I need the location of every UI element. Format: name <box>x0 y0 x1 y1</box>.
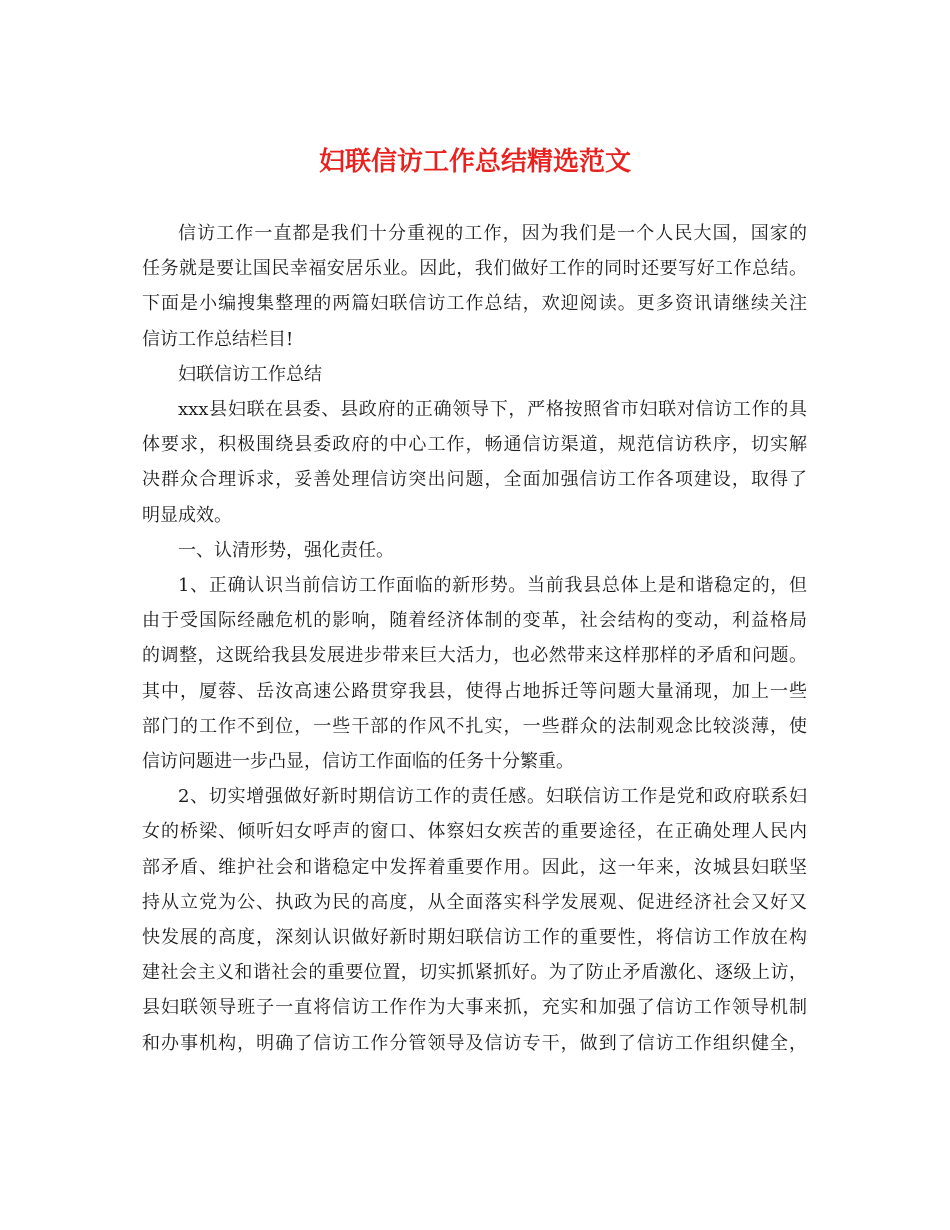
paragraph-line: 体要求，积极围绕县委政府的中心工作，畅通信访渠道，规范信访秩序，切实解 <box>142 434 807 455</box>
paragraph-line: 部矛盾、维护社会和谐稳定中发挥着重要作用。因此，这一年来，汝城县妇联坚 <box>142 857 807 878</box>
paragraph-line: xxx县妇联在县委、县政府的正确领导下，严格按照省市妇联对信访工作的具 <box>178 399 807 420</box>
paragraph-line: 1、正确认识当前信访工作面临的新形势。当前我县总体上是和谐稳定的，但 <box>178 575 807 596</box>
paragraph-line: 下面是小编搜集整理的两篇妇联信访工作总结，欢迎阅读。更多资讯请继续关注 <box>142 293 807 314</box>
paragraph-line: 决群众合理诉求，妥善处理信访突出问题，全面加强信访工作各项建设，取得了 <box>142 469 807 490</box>
paragraph-line: 部门的工作不到位，一些干部的作风不扎实，一些群众的法制观念比较淡薄，使 <box>142 716 807 737</box>
paragraph-line: 信访工作总结栏目! <box>142 329 294 350</box>
paragraph-line: 其中，厦蓉、岳汝高速公路贯穿我县，使得占地拆迁等问题大量涌现，加上一些 <box>142 681 807 702</box>
section-heading: 妇联信访工作总结 <box>178 364 322 385</box>
paragraph-line: 建社会主义和谐社会的重要位置，切实抓紧抓好。为了防止矛盾激化、逐级上访， <box>142 962 807 983</box>
paragraph-line: 的调整，这既给我县发展进步带来巨大活力，也必然带来这样那样的矛盾和问题。 <box>142 645 807 666</box>
paragraph-line: 信访工作一直都是我们十分重视的工作，因为我们是一个人民大国，国家的 <box>178 223 807 244</box>
paragraph-line: 女的桥梁、倾听妇女呼声的窗口、体察妇女疾苦的重要途径，在正确处理人民内 <box>142 821 807 842</box>
paragraph-line: 和办事机构，明确了信访工作分管领导及信访专干，做到了信访工作组织健全， <box>142 1033 807 1054</box>
paragraph-line: 任务就是要让国民幸福安居乐业。因此，我们做好工作的同时还要写好工作总结。 <box>142 258 807 279</box>
paragraph-line: 2、切实增强做好新时期信访工作的责任感。妇联信访工作是党和政府联系妇 <box>178 786 807 807</box>
section-heading: 一、认清形势，强化责任。 <box>178 540 394 561</box>
page-title: 妇联信访工作总结精选范文 <box>318 147 631 177</box>
paragraph-line: 持从立党为公、执政为民的高度，从全面落实科学发展观、促进经济社会又好又 <box>142 892 807 913</box>
paragraph-line: 信访问题进一步凸显，信访工作面临的任务十分繁重。 <box>142 751 574 772</box>
paragraph-line: 明显成效。 <box>142 505 232 526</box>
paragraph-line: 县妇联领导班子一直将信访工作作为大事来抓，充实和加强了信访工作领导机制 <box>142 997 807 1018</box>
paragraph-line: 由于受国际经融危机的影响，随着经济体制的变革，社会结构的变动，利益格局 <box>142 610 807 631</box>
paragraph-line: 快发展的高度，深刻认识做好新时期妇联信访工作的重要性，将信访工作放在构 <box>142 927 807 948</box>
